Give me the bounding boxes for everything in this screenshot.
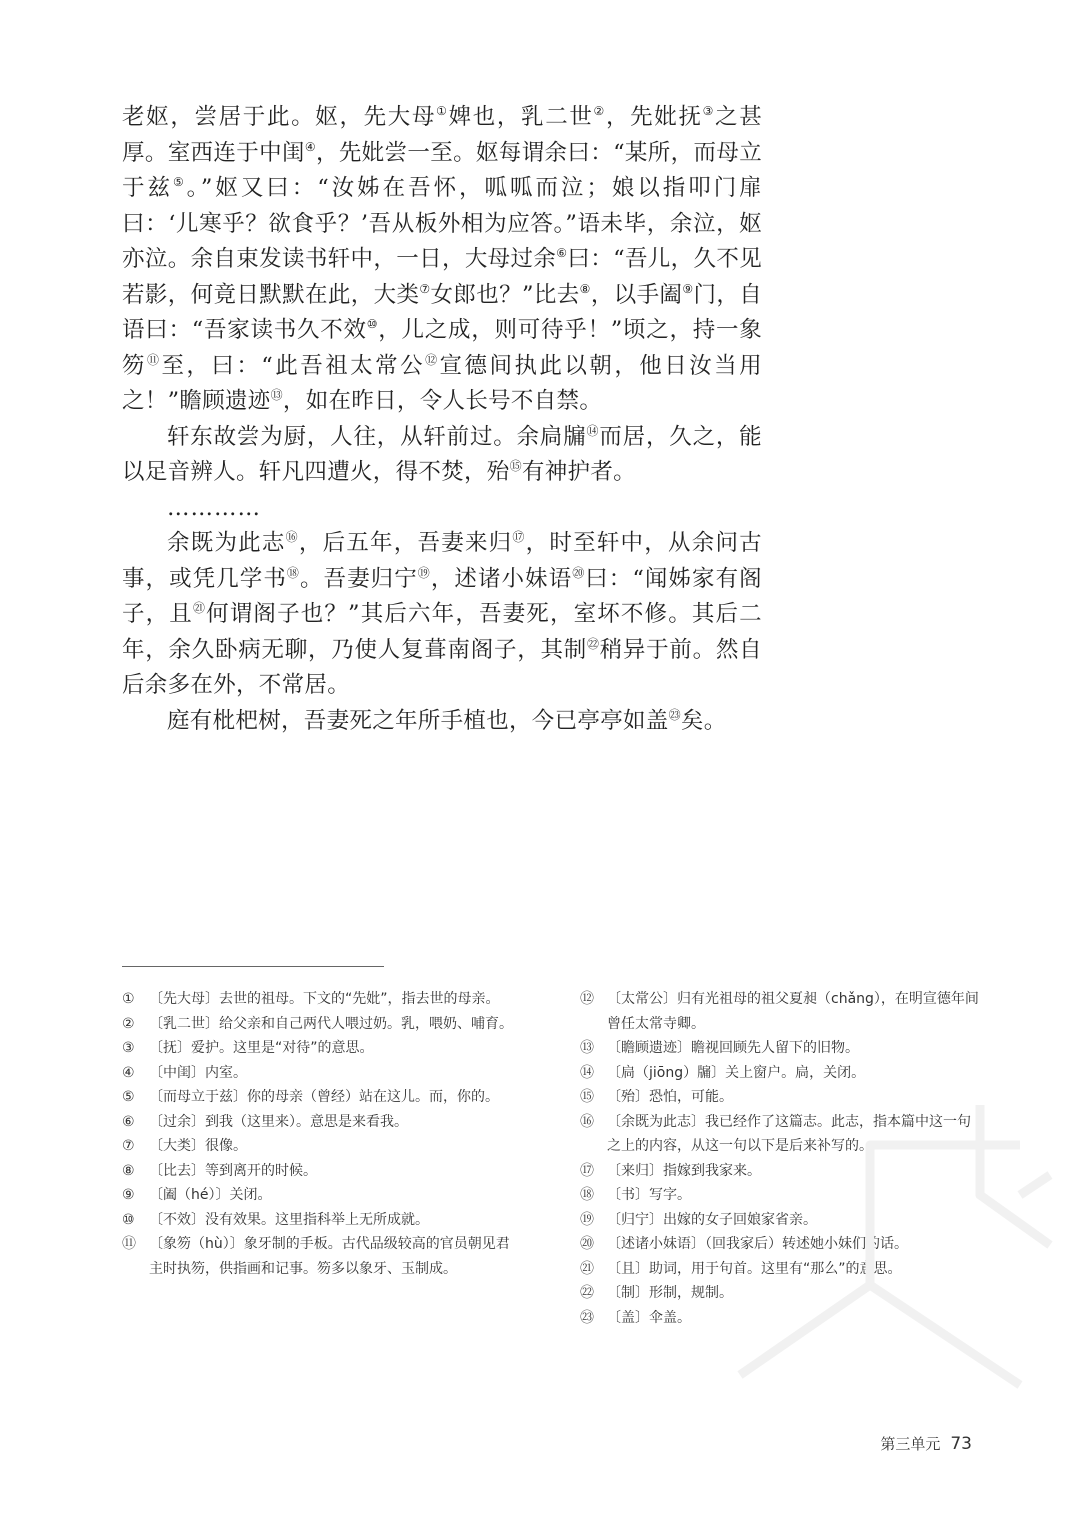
footnote bbox=[122, 1183, 522, 1208]
footnote-ref[interactable]: ㉑ bbox=[192, 601, 207, 615]
footnote bbox=[580, 1036, 980, 1061]
footnote-ref[interactable]: ㉒ bbox=[586, 636, 600, 651]
footnote-number: ㉒ bbox=[580, 1285, 594, 1301]
footnote bbox=[580, 1232, 980, 1257]
paragraph-1 bbox=[122, 100, 762, 420]
footnote bbox=[122, 1085, 522, 1110]
footnote-ref[interactable]: ⑪ bbox=[146, 352, 162, 367]
footnote-number: ⑫ bbox=[580, 991, 594, 1007]
text-run: 之甚厚。室西连于中闺 bbox=[122, 104, 762, 166]
footnote-text: 〔殆〕恐怕，可能。 bbox=[607, 1089, 733, 1105]
footnote bbox=[580, 1085, 980, 1110]
footnote-text: 〔阖（hé）〕关闭。 bbox=[149, 1187, 272, 1203]
footnote-number: ③ bbox=[122, 1040, 135, 1056]
footnote-ref[interactable]: ② bbox=[593, 104, 606, 118]
footnote-ref[interactable]: ⑥ bbox=[556, 246, 568, 260]
text-run: 有神护者。 bbox=[521, 459, 636, 485]
footnote-ref[interactable]: ⑳ bbox=[572, 565, 586, 580]
footnote-number: ⑨ bbox=[122, 1187, 135, 1203]
text-run: ，儿之成，则可待乎！”顷之，持一象笏 bbox=[122, 317, 763, 379]
footnote-ref[interactable]: ⑬ bbox=[270, 388, 283, 402]
footnote-text: 〔比去〕等到离开的时候。 bbox=[149, 1162, 317, 1179]
footnote-number: ⑯ bbox=[580, 1113, 594, 1130]
footnote-text: 〔先大母〕去世的祖母。下文的“先妣”，指去世的母亲。 bbox=[149, 991, 500, 1007]
footnote-number: ⑬ bbox=[580, 1040, 594, 1056]
footnote-ref[interactable]: ① bbox=[436, 104, 449, 118]
footnote-ref[interactable]: ⑲ bbox=[417, 565, 431, 580]
watermark-stroke bbox=[980, 1105, 1050, 1245]
footnote bbox=[580, 1257, 980, 1282]
text-run: 矣。 bbox=[680, 707, 727, 734]
text-run: ，后五年，吾妻来归 bbox=[298, 530, 513, 556]
text-run: 曰：“吾儿，久不见若影，何竟日默默在此，大类 bbox=[122, 246, 763, 308]
footnote-ref[interactable]: ⑧ bbox=[579, 281, 591, 296]
footnote bbox=[580, 1306, 980, 1331]
footnote bbox=[580, 987, 980, 1036]
footnote bbox=[122, 1134, 522, 1159]
footnote-text: 〔大类〕很像。 bbox=[149, 1138, 247, 1154]
footnote-ref[interactable]: ⑨ bbox=[682, 281, 694, 296]
footnote-ref[interactable]: ⑱ bbox=[286, 565, 300, 580]
footnote-text: 〔不效〕没有效果。这里指科举上无所成就。 bbox=[149, 1211, 429, 1228]
text-run: 。吾妻归宁 bbox=[299, 565, 418, 592]
footnote-text: 〔象笏（hù）〕象牙制的手板。古代品级较高的官员朝见君主时执笏，供指画和记事。笏多以象牙、玉制成。 bbox=[149, 1236, 510, 1277]
watermark-stroke bbox=[1020, 1175, 1050, 1195]
footnote-number: ⑳ bbox=[580, 1236, 594, 1252]
footnote bbox=[580, 1183, 980, 1208]
footnote-ref[interactable]: ⑤ bbox=[172, 175, 187, 189]
text-run: 轩东故尝为厨，人往，从轩前过。余扃牖 bbox=[167, 423, 587, 450]
paragraph-4 bbox=[122, 704, 762, 740]
footnote-number: ② bbox=[122, 1015, 135, 1032]
text-run: ，时至轩中，从余问古事，或凭几学书 bbox=[122, 530, 762, 592]
footnote-number: ⑧ bbox=[122, 1162, 135, 1179]
footnote bbox=[122, 1012, 522, 1037]
text-run: 而居，久之，能以足音辨人。轩凡四遭火，得不焚，殆 bbox=[122, 423, 762, 485]
paragraph-2 bbox=[122, 420, 762, 491]
text-run: 女郎也？”比去 bbox=[430, 281, 580, 308]
footnote bbox=[122, 1061, 522, 1086]
text-run: 宣德间执此以朝，他日汝当用之！”瞻顾遗迹 bbox=[122, 352, 762, 414]
footnote-text: 〔述诸小妹语〕（回我家后）转述她小妹们的话。 bbox=[607, 1236, 908, 1252]
text-run: ，先妣尝一至。妪每谓余曰：“某所，而母立于兹 bbox=[122, 139, 763, 201]
footnote-number: ㉓ bbox=[580, 1309, 594, 1326]
footnote bbox=[580, 1110, 980, 1159]
footnote bbox=[580, 1061, 980, 1086]
footnote-number: ① bbox=[122, 991, 135, 1007]
footnote-ref[interactable]: ⑫ bbox=[425, 352, 440, 367]
footnote-ref[interactable]: ⑮ bbox=[509, 459, 522, 473]
footnote-number: ⑥ bbox=[122, 1113, 135, 1130]
footnote-number: ㉑ bbox=[580, 1260, 594, 1277]
footnote bbox=[580, 1208, 980, 1233]
text-run: 何谓阁子也？”其后六年，吾妻死，室坏不修。其后二年，余久卧病无聊，乃使人复葺南阁子，其制 bbox=[122, 601, 762, 663]
footnote-text: 〔抚〕爱护。这里是“对待”的意思。 bbox=[149, 1040, 374, 1056]
footnote-ref[interactable]: ⑩ bbox=[366, 317, 379, 331]
footnote bbox=[122, 1232, 522, 1281]
footnote-number: ⑩ bbox=[122, 1211, 135, 1228]
text-run: 老妪，尝居于此。妪，先大母 bbox=[122, 104, 437, 130]
text-run: ，以手阖 bbox=[590, 281, 683, 308]
footnotes-right-column bbox=[580, 987, 980, 1330]
footnote bbox=[122, 1036, 522, 1061]
unit-label: 第三单元 bbox=[880, 1435, 941, 1453]
omission-ellipsis: ………… bbox=[167, 494, 261, 521]
footnote-ref[interactable]: ㉓ bbox=[668, 707, 681, 722]
footnote-number: ⑮ bbox=[580, 1089, 594, 1105]
footnote bbox=[122, 1159, 522, 1184]
footnote-number: ⑱ bbox=[580, 1187, 594, 1203]
footnote-text: 〔过余〕到我（这里来）。意思是来看我。 bbox=[149, 1113, 408, 1130]
footnote-number: ⑤ bbox=[122, 1089, 135, 1105]
footnote-text: 〔书〕写字。 bbox=[607, 1187, 691, 1203]
footnote-text: 〔乳二世〕给父亲和自己两代人喂过奶。乳，喂奶、哺育。 bbox=[149, 1015, 513, 1032]
text-run: 曰：“闻姊家有阁子，且 bbox=[122, 565, 762, 627]
footnote-text: 〔中闺〕内室。 bbox=[149, 1064, 247, 1081]
footnote-text: 〔而母立于兹〕你的母亲（曾经）站在这儿。而，你的。 bbox=[149, 1089, 499, 1105]
text-run: ，先妣抚 bbox=[605, 104, 703, 130]
footnote-text: 〔归宁〕出嫁的女子回娘家省亲。 bbox=[607, 1211, 817, 1228]
footnote-text: 〔盖〕伞盖。 bbox=[607, 1309, 691, 1326]
text-run: 稍异于前。然自后余多在外，不常居。 bbox=[122, 636, 762, 698]
footnote-number: ⑦ bbox=[122, 1138, 135, 1154]
footnote-number: ⑲ bbox=[580, 1211, 594, 1228]
footnote-number: ⑪ bbox=[122, 1236, 136, 1252]
footnote-text: 〔制〕形制，规制。 bbox=[607, 1285, 733, 1301]
footnote-number: ⑭ bbox=[580, 1064, 594, 1081]
text-run: ，述诸小妹语 bbox=[430, 565, 573, 592]
footnote bbox=[580, 1281, 980, 1306]
text-run: 。”妪又曰：“汝姊在吾怀，呱呱而泣；娘以指叩门扉曰：‘儿寒乎？欲食乎？’吾从板外相为应答。”语未毕，余泣，妪亦泣。余自束发读书轩中，一日，大母过余 bbox=[122, 175, 762, 272]
footnote-divider bbox=[122, 966, 384, 967]
text-run: 庭有枇杷树，吾妻死之年所手植也，今已亭亭如盖 bbox=[167, 707, 669, 734]
text-run: ，如在昨日，令人长号不自禁。 bbox=[282, 388, 603, 414]
footnote-text: 〔太常公〕归有光祖母的祖父夏昶（chǎng），在明宣德年间曾任太常寺卿。 bbox=[607, 991, 979, 1032]
footnote-number: ④ bbox=[122, 1064, 135, 1081]
footnote-text: 〔且〕助词，用于句首。这里有“那么”的意思。 bbox=[607, 1260, 902, 1277]
footnote-text: 〔来归〕指嫁到我家来。 bbox=[607, 1162, 761, 1179]
page-footer bbox=[880, 1433, 972, 1454]
footnote-text: 〔余既为此志〕我已经作了这篇志。此志，指本篇中这一句之上的内容，从这一句以下是后来补写的。 bbox=[607, 1113, 971, 1154]
footnote-number: ⑰ bbox=[580, 1162, 594, 1179]
footnotes-left-column bbox=[122, 987, 522, 1281]
footnote-ref[interactable]: ④ bbox=[304, 139, 316, 154]
text-run: 门，自语曰：“吾家读书久不效 bbox=[122, 281, 763, 343]
footnote bbox=[580, 1159, 980, 1184]
footnote-ref[interactable]: ⑦ bbox=[419, 281, 431, 296]
text-run: 余既为此志 bbox=[167, 530, 286, 556]
paragraph-3 bbox=[122, 526, 762, 704]
footnote-ref[interactable]: ⑰ bbox=[512, 530, 526, 544]
footnote-text: 〔扃（jiōng）牖〕关上窗户。扃，关闭。 bbox=[607, 1064, 866, 1081]
text-run: 婢也，乳二世 bbox=[448, 104, 594, 130]
footnote-ref[interactable]: ⑯ bbox=[285, 530, 299, 544]
main-text bbox=[122, 100, 762, 739]
text-run: 至，曰：“此吾祖太常公 bbox=[161, 352, 426, 379]
footnote bbox=[122, 987, 522, 1012]
footnote-text: 〔瞻顾遗迹〕瞻视回顾先人留下的旧物。 bbox=[607, 1040, 859, 1056]
footnote bbox=[122, 1110, 522, 1135]
page-number: 73 bbox=[950, 1434, 972, 1454]
footnote-ref[interactable]: ③ bbox=[702, 104, 716, 118]
footnote bbox=[122, 1208, 522, 1233]
footnote-ref[interactable]: ⑭ bbox=[586, 423, 600, 438]
